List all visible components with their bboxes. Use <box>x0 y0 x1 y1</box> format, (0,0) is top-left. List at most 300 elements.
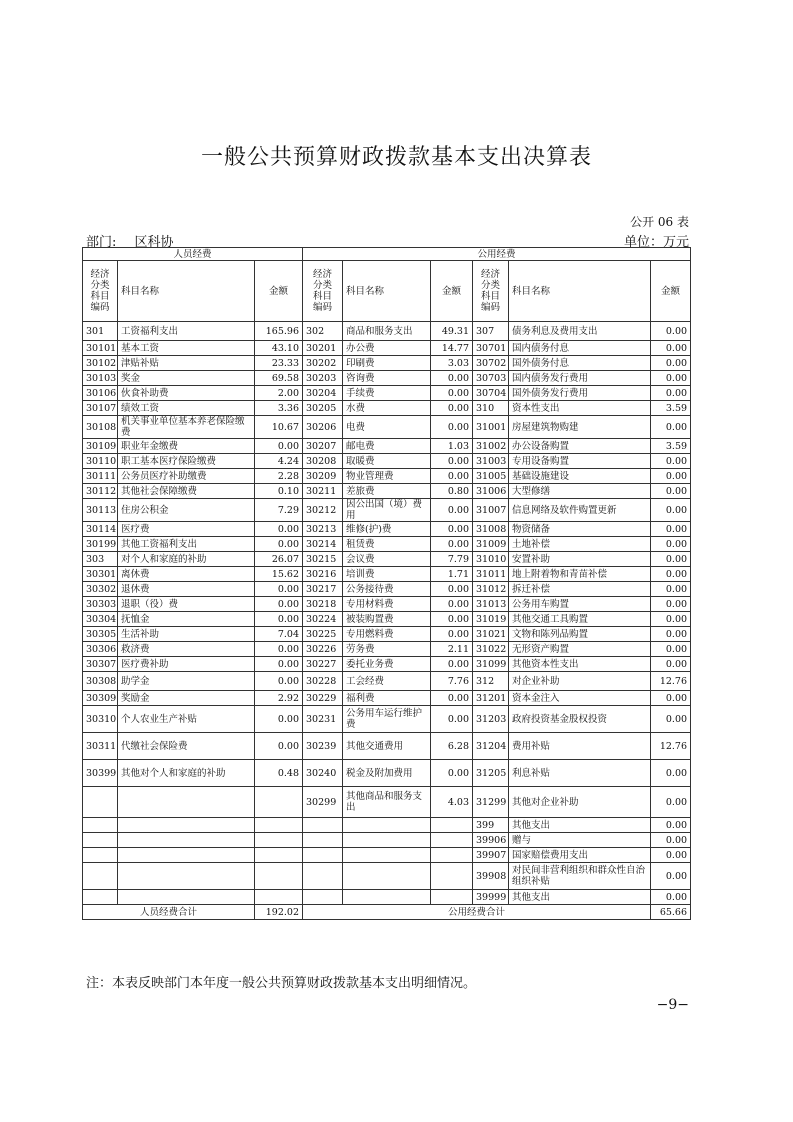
goods-name-cell: 水费 <box>343 401 431 416</box>
goods-code-cell: 30231 <box>303 706 343 733</box>
goods-code-cell: 30240 <box>303 760 343 787</box>
personnel-code-cell: 30111 <box>83 469 118 484</box>
goods-amount-cell: 2.11 <box>431 642 473 657</box>
goods-code-cell <box>303 848 343 863</box>
personnel-name-cell: 对个人和家庭的补助 <box>118 552 255 567</box>
personnel-code-cell <box>83 848 118 863</box>
other-name-cell: 对民间非营利组织和群众性自治组织补贴 <box>509 863 651 890</box>
table-row <box>83 552 691 567</box>
goods-code-cell: 30229 <box>303 691 343 706</box>
personnel-amount-cell: 0.00 <box>255 657 303 672</box>
other-name-cell: 国内债务付息 <box>509 341 651 356</box>
other-amount-cell: 0.00 <box>651 818 691 833</box>
other-amount-cell: 0.00 <box>651 322 691 341</box>
other-amount-cell: 0.00 <box>651 760 691 787</box>
table-row <box>83 371 691 386</box>
personnel-amount-cell: 2.28 <box>255 469 303 484</box>
goods-amount-cell: 14.77 <box>431 341 473 356</box>
goods-name-cell <box>343 848 431 863</box>
other-code-cell: 399 <box>473 818 509 833</box>
goods-name-cell: 因公出国（境）费用 <box>343 499 431 522</box>
other-amount-cell: 0.00 <box>651 371 691 386</box>
other-amount-cell: 0.00 <box>651 537 691 552</box>
personnel-name-cell: 其他工资福利支出 <box>118 537 255 552</box>
personnel-amount-cell: 0.00 <box>255 522 303 537</box>
personnel-code-cell: 301 <box>83 322 118 341</box>
personnel-amount-cell: 2.00 <box>255 386 303 401</box>
other-name-cell: 赠与 <box>509 833 651 848</box>
other-code-cell: 31099 <box>473 657 509 672</box>
goods-name-cell: 物业管理费 <box>343 469 431 484</box>
footnote: 注：本表反映部门本年度一般公共预算财政拨款基本支出明细情况。 <box>86 976 477 991</box>
table-row <box>83 582 691 597</box>
other-code-cell: 39908 <box>473 863 509 890</box>
goods-amount-cell: 0.00 <box>431 691 473 706</box>
goods-name-cell: 印刷费 <box>343 356 431 371</box>
goods-amount-cell: 0.00 <box>431 760 473 787</box>
personnel-name-cell: 住房公积金 <box>118 499 255 522</box>
table-row <box>83 416 691 439</box>
expenditure-table <box>82 247 691 920</box>
goods-amount-cell: 0.80 <box>431 484 473 499</box>
col-header-name: 科目名称 <box>509 261 651 322</box>
goods-name-cell: 差旅费 <box>343 484 431 499</box>
goods-amount-cell <box>431 818 473 833</box>
table-row <box>83 322 691 341</box>
goods-amount-cell: 0.00 <box>431 627 473 642</box>
table-row <box>83 672 691 691</box>
personnel-amount-cell: 2.92 <box>255 691 303 706</box>
personnel-amount-cell: 0.00 <box>255 582 303 597</box>
personnel-name-cell: 机关事业单位基本养老保险缴费 <box>118 416 255 439</box>
goods-amount-cell: 49.31 <box>431 322 473 341</box>
other-code-cell: 310 <box>473 401 509 416</box>
personnel-amount-cell: 10.67 <box>255 416 303 439</box>
public-total-label: 公用经费合计 <box>303 905 651 920</box>
unit-label: 单位：万元 <box>623 235 689 250</box>
goods-name-cell: 手续费 <box>343 386 431 401</box>
personnel-name-cell: 离休费 <box>118 567 255 582</box>
goods-amount-cell: 0.00 <box>431 597 473 612</box>
other-code-cell: 31008 <box>473 522 509 537</box>
table-row <box>83 760 691 787</box>
personnel-amount-cell: 165.96 <box>255 322 303 341</box>
other-code-cell: 31003 <box>473 454 509 469</box>
goods-code-cell <box>303 833 343 848</box>
goods-name-cell: 公务接待费 <box>343 582 431 597</box>
table-row <box>83 706 691 733</box>
other-name-cell: 其他交通工具购置 <box>509 612 651 627</box>
personnel-code-cell: 30305 <box>83 627 118 642</box>
table-row <box>83 356 691 371</box>
goods-code-cell: 30214 <box>303 537 343 552</box>
personnel-name-cell: 其他对个人和家庭的补助 <box>118 760 255 787</box>
other-amount-cell: 3.59 <box>651 439 691 454</box>
goods-name-cell <box>343 818 431 833</box>
table-row <box>83 863 691 890</box>
other-name-cell: 国外债务发行费用 <box>509 386 651 401</box>
personnel-name-cell: 退休费 <box>118 582 255 597</box>
goods-name-cell: 劳务费 <box>343 642 431 657</box>
other-code-cell: 31005 <box>473 469 509 484</box>
personnel-code-cell: 30303 <box>83 597 118 612</box>
table-row <box>83 454 691 469</box>
personnel-amount-cell: 69.58 <box>255 371 303 386</box>
goods-code-cell: 30203 <box>303 371 343 386</box>
col-header-code: 经济 分类 科目 编码 <box>303 261 343 322</box>
personnel-name-cell: 助学金 <box>118 672 255 691</box>
personnel-code-cell: 30302 <box>83 582 118 597</box>
table-row <box>83 818 691 833</box>
personnel-amount-cell <box>255 818 303 833</box>
public-group-header: 公用经费 <box>303 248 691 261</box>
goods-code-cell: 30217 <box>303 582 343 597</box>
col-header-amount: 金额 <box>255 261 303 322</box>
goods-code-cell: 30224 <box>303 612 343 627</box>
goods-code-cell: 30215 <box>303 552 343 567</box>
other-name-cell: 公务用车购置 <box>509 597 651 612</box>
goods-code-cell: 30208 <box>303 454 343 469</box>
other-amount-cell: 0.00 <box>651 787 691 818</box>
goods-code-cell: 30206 <box>303 416 343 439</box>
goods-name-cell: 公务用车运行维护费 <box>343 706 431 733</box>
other-name-cell: 国家赔偿费用支出 <box>509 848 651 863</box>
goods-name-cell: 维修(护)费 <box>343 522 431 537</box>
other-amount-cell: 0.00 <box>651 416 691 439</box>
goods-amount-cell: 6.28 <box>431 733 473 760</box>
personnel-name-cell: 其他社会保障缴费 <box>118 484 255 499</box>
personnel-amount-cell: 15.62 <box>255 567 303 582</box>
other-code-cell: 31203 <box>473 706 509 733</box>
personnel-name-cell <box>118 890 255 905</box>
other-name-cell: 地上附着物和青苗补偿 <box>509 567 651 582</box>
personnel-code-cell <box>83 787 118 818</box>
other-name-cell: 债务利息及费用支出 <box>509 322 651 341</box>
table-row <box>83 733 691 760</box>
personnel-amount-cell: 7.29 <box>255 499 303 522</box>
personnel-code-cell <box>83 890 118 905</box>
other-name-cell: 利息补贴 <box>509 760 651 787</box>
group-header-row <box>83 248 691 261</box>
department-name: 区科协 <box>134 235 174 250</box>
goods-code-cell: 30209 <box>303 469 343 484</box>
personnel-amount-cell: 0.00 <box>255 612 303 627</box>
table-row <box>83 537 691 552</box>
goods-amount-cell: 0.00 <box>431 522 473 537</box>
other-name-cell: 安置补助 <box>509 552 651 567</box>
goods-name-cell: 培训费 <box>343 567 431 582</box>
other-amount-cell: 0.00 <box>651 848 691 863</box>
goods-code-cell <box>303 890 343 905</box>
goods-amount-cell: 0.00 <box>431 401 473 416</box>
other-name-cell: 文物和陈列品购置 <box>509 627 651 642</box>
table-row <box>83 642 691 657</box>
other-name-cell: 专用设备购置 <box>509 454 651 469</box>
goods-name-cell: 会议费 <box>343 552 431 567</box>
goods-name-cell <box>343 863 431 890</box>
other-name-cell: 费用补贴 <box>509 733 651 760</box>
other-name-cell: 资本性支出 <box>509 401 651 416</box>
other-code-cell: 31201 <box>473 691 509 706</box>
personnel-code-cell: 30399 <box>83 760 118 787</box>
other-code-cell: 31009 <box>473 537 509 552</box>
goods-name-cell: 工会经费 <box>343 672 431 691</box>
personnel-code-cell: 30112 <box>83 484 118 499</box>
goods-amount-cell: 1.71 <box>431 567 473 582</box>
goods-amount-cell: 7.76 <box>431 672 473 691</box>
other-amount-cell: 0.00 <box>651 612 691 627</box>
goods-amount-cell <box>431 863 473 890</box>
other-code-cell: 39999 <box>473 890 509 905</box>
goods-code-cell: 30201 <box>303 341 343 356</box>
other-name-cell: 其他对企业补助 <box>509 787 651 818</box>
other-code-cell: 30703 <box>473 371 509 386</box>
other-amount-cell: 0.00 <box>651 627 691 642</box>
other-code-cell: 307 <box>473 322 509 341</box>
other-name-cell: 其他支出 <box>509 818 651 833</box>
personnel-code-cell <box>83 818 118 833</box>
other-amount-cell: 0.00 <box>651 469 691 484</box>
goods-name-cell: 办公费 <box>343 341 431 356</box>
personnel-code-cell: 30307 <box>83 657 118 672</box>
goods-amount-cell: 4.03 <box>431 787 473 818</box>
table-row <box>83 499 691 522</box>
table-row <box>83 848 691 863</box>
column-header-row <box>83 261 691 322</box>
form-number: 公开 06 表 <box>630 215 689 229</box>
personnel-amount-cell: 0.00 <box>255 597 303 612</box>
personnel-code-cell: 30101 <box>83 341 118 356</box>
goods-code-cell: 30207 <box>303 439 343 454</box>
personnel-amount-cell: 7.04 <box>255 627 303 642</box>
goods-code-cell: 30202 <box>303 356 343 371</box>
other-amount-cell: 0.00 <box>651 484 691 499</box>
other-amount-cell: 0.00 <box>651 499 691 522</box>
other-amount-cell: 0.00 <box>651 657 691 672</box>
other-name-cell: 拆迁补偿 <box>509 582 651 597</box>
goods-code-cell: 30299 <box>303 787 343 818</box>
personnel-name-cell: 退职（役）费 <box>118 597 255 612</box>
goods-name-cell: 委托业务费 <box>343 657 431 672</box>
other-code-cell: 31022 <box>473 642 509 657</box>
goods-code-cell: 30228 <box>303 672 343 691</box>
personnel-name-cell: 基本工资 <box>118 341 255 356</box>
personnel-name-cell: 医疗费 <box>118 522 255 537</box>
table-row <box>83 484 691 499</box>
goods-code-cell: 30213 <box>303 522 343 537</box>
table-row <box>83 627 691 642</box>
other-name-cell: 办公设备购置 <box>509 439 651 454</box>
goods-amount-cell: 0.00 <box>431 657 473 672</box>
goods-code-cell <box>303 818 343 833</box>
other-amount-cell: 0.00 <box>651 833 691 848</box>
goods-name-cell: 福利费 <box>343 691 431 706</box>
personnel-amount-cell: 4.24 <box>255 454 303 469</box>
col-header-name: 科目名称 <box>118 261 255 322</box>
other-code-cell: 31019 <box>473 612 509 627</box>
personnel-amount-cell: 0.10 <box>255 484 303 499</box>
other-code-cell: 39907 <box>473 848 509 863</box>
table-row <box>83 522 691 537</box>
table-row <box>83 469 691 484</box>
other-amount-cell: 12.76 <box>651 733 691 760</box>
other-code-cell: 31002 <box>473 439 509 454</box>
personnel-group-header: 人员经费 <box>83 248 303 261</box>
goods-name-cell: 专用燃料费 <box>343 627 431 642</box>
personnel-name-cell: 职业年金缴费 <box>118 439 255 454</box>
goods-code-cell: 30211 <box>303 484 343 499</box>
goods-amount-cell: 0.00 <box>431 612 473 627</box>
goods-code-cell: 30205 <box>303 401 343 416</box>
other-code-cell: 30704 <box>473 386 509 401</box>
other-amount-cell: 0.00 <box>651 386 691 401</box>
other-code-cell: 39906 <box>473 833 509 848</box>
other-name-cell: 其他资本性支出 <box>509 657 651 672</box>
goods-code-cell: 30212 <box>303 499 343 522</box>
other-name-cell: 政府投资基金股权投资 <box>509 706 651 733</box>
other-amount-cell: 0.00 <box>651 552 691 567</box>
personnel-amount-cell: 0.48 <box>255 760 303 787</box>
other-code-cell: 30701 <box>473 341 509 356</box>
other-amount-cell: 0.00 <box>651 890 691 905</box>
table-row <box>83 386 691 401</box>
goods-code-cell <box>303 863 343 890</box>
page-title: 一般公共预算财政拨款基本支出决算表 <box>200 145 592 170</box>
personnel-code-cell: 30306 <box>83 642 118 657</box>
other-name-cell: 无形资产购置 <box>509 642 651 657</box>
other-amount-cell: 0.00 <box>651 356 691 371</box>
goods-name-cell: 税金及附加费用 <box>343 760 431 787</box>
table-row <box>83 597 691 612</box>
personnel-name-cell: 职工基本医疗保险缴费 <box>118 454 255 469</box>
personnel-total-value: 192.02 <box>255 905 303 920</box>
personnel-amount-cell <box>255 890 303 905</box>
personnel-code-cell: 303 <box>83 552 118 567</box>
goods-amount-cell: 0.00 <box>431 582 473 597</box>
other-code-cell: 31013 <box>473 597 509 612</box>
personnel-code-cell: 30199 <box>83 537 118 552</box>
personnel-name-cell: 救济费 <box>118 642 255 657</box>
personnel-amount-cell: 0.00 <box>255 733 303 760</box>
personnel-name-cell: 抚恤金 <box>118 612 255 627</box>
table-row <box>83 890 691 905</box>
goods-amount-cell: 0.00 <box>431 371 473 386</box>
other-name-cell: 对企业补助 <box>509 672 651 691</box>
goods-amount-cell: 7.79 <box>431 552 473 567</box>
personnel-name-cell: 生活补助 <box>118 627 255 642</box>
col-header-code: 经济 分类 科目 编码 <box>83 261 118 322</box>
other-name-cell: 物资储备 <box>509 522 651 537</box>
personnel-amount-cell <box>255 848 303 863</box>
col-header-amount: 金额 <box>651 261 691 322</box>
other-name-cell: 信息网络及软件购置更新 <box>509 499 651 522</box>
table-row <box>83 439 691 454</box>
other-name-cell: 大型修缮 <box>509 484 651 499</box>
col-header-name: 科目名称 <box>343 261 431 322</box>
goods-code-cell: 30216 <box>303 567 343 582</box>
totals-row <box>83 905 691 920</box>
other-name-cell: 其他支出 <box>509 890 651 905</box>
personnel-code-cell: 30301 <box>83 567 118 582</box>
goods-name-cell: 租赁费 <box>343 537 431 552</box>
goods-code-cell: 30204 <box>303 386 343 401</box>
personnel-code-cell: 30103 <box>83 371 118 386</box>
personnel-code-cell: 30309 <box>83 691 118 706</box>
table-row <box>83 787 691 818</box>
personnel-code-cell: 30107 <box>83 401 118 416</box>
other-code-cell: 31205 <box>473 760 509 787</box>
personnel-code-cell: 30114 <box>83 522 118 537</box>
personnel-code-cell: 30109 <box>83 439 118 454</box>
other-amount-cell: 0.00 <box>651 691 691 706</box>
goods-amount-cell: 0.00 <box>431 706 473 733</box>
personnel-name-cell <box>118 833 255 848</box>
other-amount-cell: 0.00 <box>651 567 691 582</box>
personnel-code-cell: 30304 <box>83 612 118 627</box>
goods-code-cell: 30218 <box>303 597 343 612</box>
other-amount-cell: 0.00 <box>651 642 691 657</box>
goods-amount-cell: 0.00 <box>431 537 473 552</box>
personnel-code-cell: 30310 <box>83 706 118 733</box>
goods-amount-cell: 0.00 <box>431 499 473 522</box>
goods-amount-cell <box>431 833 473 848</box>
other-name-cell: 国外债务付息 <box>509 356 651 371</box>
personnel-name-cell <box>118 848 255 863</box>
goods-code-cell: 302 <box>303 322 343 341</box>
goods-amount-cell: 3.03 <box>431 356 473 371</box>
table-row <box>83 341 691 356</box>
goods-name-cell: 商品和服务支出 <box>343 322 431 341</box>
personnel-name-cell <box>118 863 255 890</box>
personnel-amount-cell: 0.00 <box>255 672 303 691</box>
personnel-name-cell: 奖金 <box>118 371 255 386</box>
table-row <box>83 691 691 706</box>
personnel-name-cell: 代缴社会保险费 <box>118 733 255 760</box>
goods-name-cell <box>343 890 431 905</box>
personnel-code-cell: 30113 <box>83 499 118 522</box>
goods-code-cell: 30225 <box>303 627 343 642</box>
public-total-value: 65.66 <box>651 905 691 920</box>
table-row <box>83 612 691 627</box>
personnel-amount-cell: 0.00 <box>255 642 303 657</box>
personnel-name-cell: 伙食补助费 <box>118 386 255 401</box>
goods-amount-cell: 0.00 <box>431 386 473 401</box>
personnel-amount-cell: 0.00 <box>255 537 303 552</box>
goods-amount-cell <box>431 890 473 905</box>
other-code-cell: 31021 <box>473 627 509 642</box>
other-name-cell: 基础设施建设 <box>509 469 651 484</box>
goods-amount-cell: 0.00 <box>431 469 473 484</box>
other-amount-cell: 0.00 <box>651 597 691 612</box>
other-code-cell: 31011 <box>473 567 509 582</box>
other-amount-cell: 0.00 <box>651 454 691 469</box>
page-number: −9− <box>656 997 689 1013</box>
personnel-name-cell <box>118 818 255 833</box>
table-row <box>83 657 691 672</box>
personnel-name-cell: 个人农业生产补贴 <box>118 706 255 733</box>
personnel-code-cell <box>83 863 118 890</box>
personnel-amount-cell: 23.33 <box>255 356 303 371</box>
goods-code-cell: 30226 <box>303 642 343 657</box>
personnel-amount-cell <box>255 863 303 890</box>
personnel-total-label: 人员经费合计 <box>83 905 255 920</box>
personnel-name-cell: 奖励金 <box>118 691 255 706</box>
personnel-amount-cell: 3.36 <box>255 401 303 416</box>
personnel-code-cell: 30311 <box>83 733 118 760</box>
personnel-code-cell: 30106 <box>83 386 118 401</box>
personnel-name-cell: 公务员医疗补助缴费 <box>118 469 255 484</box>
other-amount-cell: 0.00 <box>651 863 691 890</box>
